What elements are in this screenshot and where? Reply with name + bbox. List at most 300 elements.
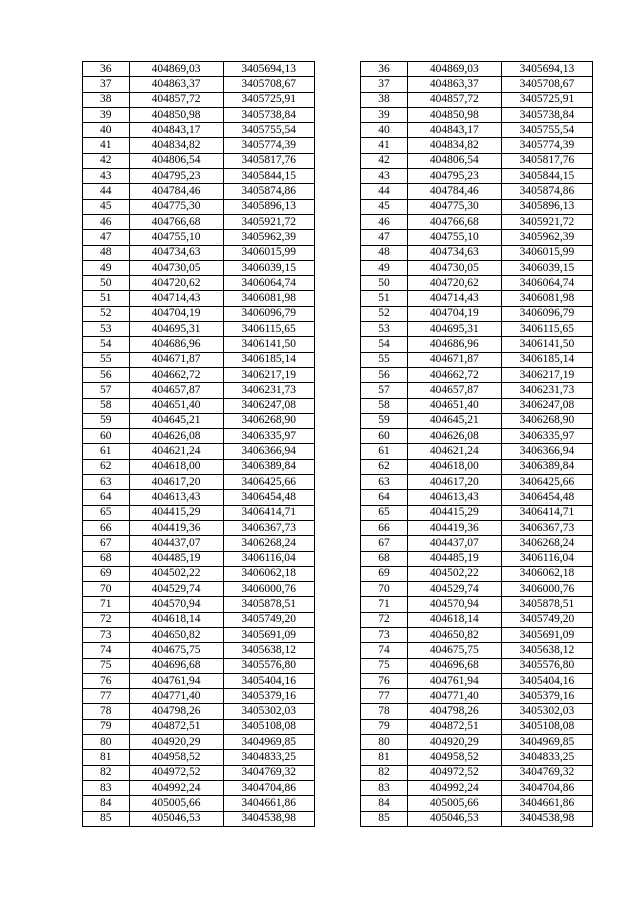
left-no-cell: 62 xyxy=(83,459,130,474)
column-gap xyxy=(314,153,361,168)
right-x-cell: 404570,94 xyxy=(407,597,501,612)
column-gap xyxy=(314,306,361,321)
left-no-cell: 55 xyxy=(83,352,130,367)
left-y-cell: 3406081,98 xyxy=(223,291,314,306)
left-y-cell: 3406268,90 xyxy=(223,413,314,428)
right-y-cell: 3405878,51 xyxy=(501,597,592,612)
right-y-cell: 3404538,98 xyxy=(501,811,592,826)
left-x-cell: 404720,62 xyxy=(129,276,223,291)
left-y-cell: 3405921,72 xyxy=(223,214,314,229)
table-row xyxy=(83,352,593,367)
left-x-cell: 404675,75 xyxy=(129,643,223,658)
table-row xyxy=(83,230,593,245)
left-no-cell: 60 xyxy=(83,429,130,444)
right-no-cell: 38 xyxy=(361,92,408,107)
right-y-cell: 3405962,39 xyxy=(501,230,592,245)
left-no-cell: 63 xyxy=(83,475,130,490)
right-y-cell: 3405844,15 xyxy=(501,169,592,184)
left-x-cell: 404437,07 xyxy=(129,536,223,551)
left-no-cell: 38 xyxy=(83,92,130,107)
left-no-cell: 76 xyxy=(83,673,130,688)
left-x-cell: 404657,87 xyxy=(129,383,223,398)
right-y-cell: 3406116,04 xyxy=(501,551,592,566)
left-x-cell: 404617,20 xyxy=(129,475,223,490)
left-x-cell: 404415,29 xyxy=(129,505,223,520)
table-row xyxy=(83,429,593,444)
left-y-cell: 3406000,76 xyxy=(223,582,314,597)
left-y-cell: 3405749,20 xyxy=(223,612,314,627)
right-no-cell: 53 xyxy=(361,322,408,337)
left-no-cell: 77 xyxy=(83,689,130,704)
right-y-cell: 3405749,20 xyxy=(501,612,592,627)
right-no-cell: 40 xyxy=(361,123,408,138)
column-gap xyxy=(314,475,361,490)
table-row xyxy=(83,322,593,337)
right-x-cell: 404834,82 xyxy=(407,138,501,153)
right-no-cell: 45 xyxy=(361,199,408,214)
right-no-cell: 79 xyxy=(361,719,408,734)
right-y-cell: 3405379,16 xyxy=(501,689,592,704)
left-x-cell: 404662,72 xyxy=(129,367,223,382)
right-x-cell: 404850,98 xyxy=(407,107,501,122)
right-y-cell: 3405817,76 xyxy=(501,153,592,168)
right-y-cell: 3406367,73 xyxy=(501,520,592,535)
column-gap xyxy=(314,276,361,291)
left-x-cell: 404485,19 xyxy=(129,551,223,566)
right-no-cell: 49 xyxy=(361,260,408,275)
left-y-cell: 3404538,98 xyxy=(223,811,314,826)
table-row xyxy=(83,505,593,520)
left-y-cell: 3404969,85 xyxy=(223,735,314,750)
right-y-cell: 3405691,09 xyxy=(501,627,592,642)
right-y-cell: 3404969,85 xyxy=(501,735,592,750)
right-x-cell: 404650,82 xyxy=(407,627,501,642)
right-no-cell: 58 xyxy=(361,398,408,413)
left-no-cell: 69 xyxy=(83,566,130,581)
right-no-cell: 81 xyxy=(361,750,408,765)
left-x-cell: 404626,08 xyxy=(129,429,223,444)
table-row xyxy=(83,383,593,398)
table-row xyxy=(83,459,593,474)
right-no-cell: 82 xyxy=(361,765,408,780)
left-x-cell: 404771,40 xyxy=(129,689,223,704)
left-no-cell: 82 xyxy=(83,765,130,780)
left-no-cell: 51 xyxy=(83,291,130,306)
right-x-cell: 404920,29 xyxy=(407,735,501,750)
left-y-cell: 3406247,08 xyxy=(223,398,314,413)
right-x-cell: 404415,29 xyxy=(407,505,501,520)
right-y-cell: 3405874,86 xyxy=(501,184,592,199)
left-no-cell: 80 xyxy=(83,735,130,750)
table-row xyxy=(83,796,593,811)
right-x-cell: 404958,52 xyxy=(407,750,501,765)
right-x-cell: 404485,19 xyxy=(407,551,501,566)
right-no-cell: 39 xyxy=(361,107,408,122)
column-gap xyxy=(314,704,361,719)
table-row xyxy=(83,673,593,688)
left-no-cell: 78 xyxy=(83,704,130,719)
left-no-cell: 41 xyxy=(83,138,130,153)
left-y-cell: 3406115,65 xyxy=(223,322,314,337)
column-gap xyxy=(314,780,361,795)
right-x-cell: 404755,10 xyxy=(407,230,501,245)
left-y-cell: 3406454,48 xyxy=(223,490,314,505)
left-y-cell: 3406335,97 xyxy=(223,429,314,444)
column-gap xyxy=(314,566,361,581)
table-row xyxy=(83,475,593,490)
left-x-cell: 405005,66 xyxy=(129,796,223,811)
right-x-cell: 404761,94 xyxy=(407,673,501,688)
right-no-cell: 83 xyxy=(361,780,408,795)
right-x-cell: 404617,20 xyxy=(407,475,501,490)
right-no-cell: 73 xyxy=(361,627,408,642)
left-y-cell: 3406064,74 xyxy=(223,276,314,291)
right-x-cell: 404784,46 xyxy=(407,184,501,199)
right-y-cell: 3406366,94 xyxy=(501,444,592,459)
left-no-cell: 39 xyxy=(83,107,130,122)
right-no-cell: 41 xyxy=(361,138,408,153)
column-gap xyxy=(314,413,361,428)
table-row xyxy=(83,413,593,428)
right-y-cell: 3405694,13 xyxy=(501,62,592,77)
left-y-cell: 3404833,25 xyxy=(223,750,314,765)
left-y-cell: 3406062,18 xyxy=(223,566,314,581)
right-y-cell: 3404704,86 xyxy=(501,780,592,795)
left-no-cell: 58 xyxy=(83,398,130,413)
column-gap xyxy=(314,245,361,260)
left-y-cell: 3406414,71 xyxy=(223,505,314,520)
left-y-cell: 3406185,14 xyxy=(223,352,314,367)
right-no-cell: 44 xyxy=(361,184,408,199)
table-row xyxy=(83,245,593,260)
right-x-cell: 405005,66 xyxy=(407,796,501,811)
right-no-cell: 70 xyxy=(361,582,408,597)
right-x-cell: 404695,31 xyxy=(407,322,501,337)
left-x-cell: 404651,40 xyxy=(129,398,223,413)
right-no-cell: 78 xyxy=(361,704,408,719)
column-gap xyxy=(314,92,361,107)
right-no-cell: 47 xyxy=(361,230,408,245)
table-row xyxy=(83,337,593,352)
right-y-cell: 3405755,54 xyxy=(501,123,592,138)
column-gap xyxy=(314,490,361,505)
right-y-cell: 3406247,08 xyxy=(501,398,592,413)
left-y-cell: 3406141,50 xyxy=(223,337,314,352)
left-y-cell: 3406015,99 xyxy=(223,245,314,260)
left-no-cell: 45 xyxy=(83,199,130,214)
right-y-cell: 3406454,48 xyxy=(501,490,592,505)
column-gap xyxy=(314,582,361,597)
right-y-cell: 3406414,71 xyxy=(501,505,592,520)
table-row xyxy=(83,704,593,719)
left-y-cell: 3406389,84 xyxy=(223,459,314,474)
right-x-cell: 404613,43 xyxy=(407,490,501,505)
table-row xyxy=(83,689,593,704)
left-y-cell: 3406096,79 xyxy=(223,306,314,321)
left-x-cell: 404775,30 xyxy=(129,199,223,214)
left-x-cell: 404529,74 xyxy=(129,582,223,597)
left-y-cell: 3406425,66 xyxy=(223,475,314,490)
right-no-cell: 57 xyxy=(361,383,408,398)
table-row xyxy=(83,62,593,77)
left-x-cell: 404761,94 xyxy=(129,673,223,688)
right-x-cell: 404863,37 xyxy=(407,77,501,92)
right-x-cell: 404869,03 xyxy=(407,62,501,77)
left-x-cell: 404618,14 xyxy=(129,612,223,627)
left-y-cell: 3405874,86 xyxy=(223,184,314,199)
left-y-cell: 3405691,09 xyxy=(223,627,314,642)
right-y-cell: 3405708,67 xyxy=(501,77,592,92)
table-row xyxy=(83,107,593,122)
column-gap xyxy=(314,184,361,199)
left-x-cell: 404686,96 xyxy=(129,337,223,352)
left-x-cell: 404696,68 xyxy=(129,658,223,673)
right-no-cell: 50 xyxy=(361,276,408,291)
column-gap xyxy=(314,260,361,275)
left-y-cell: 3406367,73 xyxy=(223,520,314,535)
right-x-cell: 404657,87 xyxy=(407,383,501,398)
right-x-cell: 404775,30 xyxy=(407,199,501,214)
right-no-cell: 60 xyxy=(361,429,408,444)
left-no-cell: 46 xyxy=(83,214,130,229)
left-x-cell: 404863,37 xyxy=(129,77,223,92)
left-no-cell: 44 xyxy=(83,184,130,199)
left-y-cell: 3405896,13 xyxy=(223,199,314,214)
column-gap xyxy=(314,337,361,352)
right-y-cell: 3405108,08 xyxy=(501,719,592,734)
right-x-cell: 404626,08 xyxy=(407,429,501,444)
right-no-cell: 71 xyxy=(361,597,408,612)
right-x-cell: 404675,75 xyxy=(407,643,501,658)
left-x-cell: 404730,05 xyxy=(129,260,223,275)
left-no-cell: 37 xyxy=(83,77,130,92)
left-no-cell: 67 xyxy=(83,536,130,551)
right-x-cell: 404872,51 xyxy=(407,719,501,734)
table-row xyxy=(83,780,593,795)
right-no-cell: 54 xyxy=(361,337,408,352)
table-row xyxy=(83,750,593,765)
right-x-cell: 404795,23 xyxy=(407,169,501,184)
left-x-cell: 404795,23 xyxy=(129,169,223,184)
table-row xyxy=(83,551,593,566)
table-row xyxy=(83,199,593,214)
left-x-cell: 404806,54 xyxy=(129,153,223,168)
table-row xyxy=(83,444,593,459)
right-x-cell: 404502,22 xyxy=(407,566,501,581)
column-gap xyxy=(314,214,361,229)
left-y-cell: 3405379,16 xyxy=(223,689,314,704)
left-y-cell: 3406366,94 xyxy=(223,444,314,459)
right-y-cell: 3406064,74 xyxy=(501,276,592,291)
right-y-cell: 3406141,50 xyxy=(501,337,592,352)
right-x-cell: 404671,87 xyxy=(407,352,501,367)
right-x-cell: 404766,68 xyxy=(407,214,501,229)
right-no-cell: 69 xyxy=(361,566,408,581)
column-gap xyxy=(314,169,361,184)
left-y-cell: 3406217,19 xyxy=(223,367,314,382)
left-x-cell: 404798,26 xyxy=(129,704,223,719)
left-no-cell: 59 xyxy=(83,413,130,428)
left-y-cell: 3406231,73 xyxy=(223,383,314,398)
right-no-cell: 62 xyxy=(361,459,408,474)
right-x-cell: 404529,74 xyxy=(407,582,501,597)
left-y-cell: 3405725,91 xyxy=(223,92,314,107)
left-no-cell: 68 xyxy=(83,551,130,566)
left-no-cell: 53 xyxy=(83,322,130,337)
right-x-cell: 404843,17 xyxy=(407,123,501,138)
left-x-cell: 404920,29 xyxy=(129,735,223,750)
right-x-cell: 404798,26 xyxy=(407,704,501,719)
left-x-cell: 404857,72 xyxy=(129,92,223,107)
right-y-cell: 3405725,91 xyxy=(501,92,592,107)
table-row xyxy=(83,306,593,321)
right-x-cell: 404992,24 xyxy=(407,780,501,795)
right-no-cell: 42 xyxy=(361,153,408,168)
left-y-cell: 3405755,54 xyxy=(223,123,314,138)
right-y-cell: 3406185,14 xyxy=(501,352,592,367)
table-row xyxy=(83,566,593,581)
left-x-cell: 404502,22 xyxy=(129,566,223,581)
column-gap xyxy=(314,199,361,214)
left-no-cell: 79 xyxy=(83,719,130,734)
left-no-cell: 66 xyxy=(83,520,130,535)
table-row xyxy=(83,138,593,153)
column-gap xyxy=(314,444,361,459)
right-y-cell: 3404661,86 xyxy=(501,796,592,811)
left-x-cell: 404850,98 xyxy=(129,107,223,122)
right-x-cell: 404645,21 xyxy=(407,413,501,428)
right-y-cell: 3405896,13 xyxy=(501,199,592,214)
right-no-cell: 76 xyxy=(361,673,408,688)
left-no-cell: 47 xyxy=(83,230,130,245)
right-y-cell: 3405638,12 xyxy=(501,643,592,658)
right-y-cell: 3406015,99 xyxy=(501,245,592,260)
right-no-cell: 63 xyxy=(361,475,408,490)
left-no-cell: 85 xyxy=(83,811,130,826)
right-y-cell: 3406425,66 xyxy=(501,475,592,490)
right-no-cell: 61 xyxy=(361,444,408,459)
right-no-cell: 46 xyxy=(361,214,408,229)
left-no-cell: 64 xyxy=(83,490,130,505)
right-x-cell: 404621,24 xyxy=(407,444,501,459)
left-y-cell: 3405638,12 xyxy=(223,643,314,658)
left-no-cell: 84 xyxy=(83,796,130,811)
right-no-cell: 67 xyxy=(361,536,408,551)
column-gap xyxy=(314,796,361,811)
table-row xyxy=(83,214,593,229)
right-no-cell: 48 xyxy=(361,245,408,260)
right-y-cell: 3405738,84 xyxy=(501,107,592,122)
table-row xyxy=(83,490,593,505)
coordinate-table xyxy=(82,61,593,827)
left-y-cell: 3405576,80 xyxy=(223,658,314,673)
right-x-cell: 404714,43 xyxy=(407,291,501,306)
left-no-cell: 73 xyxy=(83,627,130,642)
table-row xyxy=(83,398,593,413)
table-row xyxy=(83,276,593,291)
right-no-cell: 72 xyxy=(361,612,408,627)
left-no-cell: 50 xyxy=(83,276,130,291)
right-y-cell: 3406115,65 xyxy=(501,322,592,337)
column-gap xyxy=(314,398,361,413)
column-gap xyxy=(314,811,361,826)
left-y-cell: 3405108,08 xyxy=(223,719,314,734)
left-x-cell: 404671,87 xyxy=(129,352,223,367)
table-row xyxy=(83,612,593,627)
left-x-cell: 404872,51 xyxy=(129,719,223,734)
right-no-cell: 56 xyxy=(361,367,408,382)
right-y-cell: 3406081,98 xyxy=(501,291,592,306)
right-x-cell: 404686,96 xyxy=(407,337,501,352)
right-no-cell: 85 xyxy=(361,811,408,826)
column-gap xyxy=(314,536,361,551)
right-y-cell: 3404833,25 xyxy=(501,750,592,765)
left-y-cell: 3405844,15 xyxy=(223,169,314,184)
right-y-cell: 3405921,72 xyxy=(501,214,592,229)
left-x-cell: 404766,68 xyxy=(129,214,223,229)
column-gap xyxy=(314,291,361,306)
left-y-cell: 3405878,51 xyxy=(223,597,314,612)
left-x-cell: 404972,52 xyxy=(129,765,223,780)
left-y-cell: 3405738,84 xyxy=(223,107,314,122)
right-y-cell: 3406062,18 xyxy=(501,566,592,581)
right-y-cell: 3406096,79 xyxy=(501,306,592,321)
left-no-cell: 71 xyxy=(83,597,130,612)
left-y-cell: 3404704,86 xyxy=(223,780,314,795)
right-no-cell: 52 xyxy=(361,306,408,321)
column-gap xyxy=(314,429,361,444)
left-y-cell: 3405302,03 xyxy=(223,704,314,719)
table-row xyxy=(83,658,593,673)
right-x-cell: 404437,07 xyxy=(407,536,501,551)
right-no-cell: 84 xyxy=(361,796,408,811)
column-gap xyxy=(314,352,361,367)
right-x-cell: 405046,53 xyxy=(407,811,501,826)
left-x-cell: 404784,46 xyxy=(129,184,223,199)
left-y-cell: 3404661,86 xyxy=(223,796,314,811)
left-x-cell: 404618,00 xyxy=(129,459,223,474)
right-y-cell: 3406268,90 xyxy=(501,413,592,428)
left-no-cell: 72 xyxy=(83,612,130,627)
left-y-cell: 3405817,76 xyxy=(223,153,314,168)
right-no-cell: 65 xyxy=(361,505,408,520)
left-no-cell: 65 xyxy=(83,505,130,520)
table-row xyxy=(83,260,593,275)
right-x-cell: 404806,54 xyxy=(407,153,501,168)
left-no-cell: 56 xyxy=(83,367,130,382)
column-gap xyxy=(314,107,361,122)
right-y-cell: 3405404,16 xyxy=(501,673,592,688)
right-no-cell: 77 xyxy=(361,689,408,704)
left-x-cell: 404613,43 xyxy=(129,490,223,505)
right-y-cell: 3406231,73 xyxy=(501,383,592,398)
right-no-cell: 80 xyxy=(361,735,408,750)
right-no-cell: 59 xyxy=(361,413,408,428)
column-gap xyxy=(314,643,361,658)
left-no-cell: 83 xyxy=(83,780,130,795)
right-no-cell: 37 xyxy=(361,77,408,92)
left-no-cell: 74 xyxy=(83,643,130,658)
right-x-cell: 404704,19 xyxy=(407,306,501,321)
column-gap xyxy=(314,230,361,245)
left-no-cell: 40 xyxy=(83,123,130,138)
left-x-cell: 404645,21 xyxy=(129,413,223,428)
table-row xyxy=(83,735,593,750)
table-row xyxy=(83,536,593,551)
right-no-cell: 43 xyxy=(361,169,408,184)
table-row xyxy=(83,169,593,184)
table-row xyxy=(83,765,593,780)
